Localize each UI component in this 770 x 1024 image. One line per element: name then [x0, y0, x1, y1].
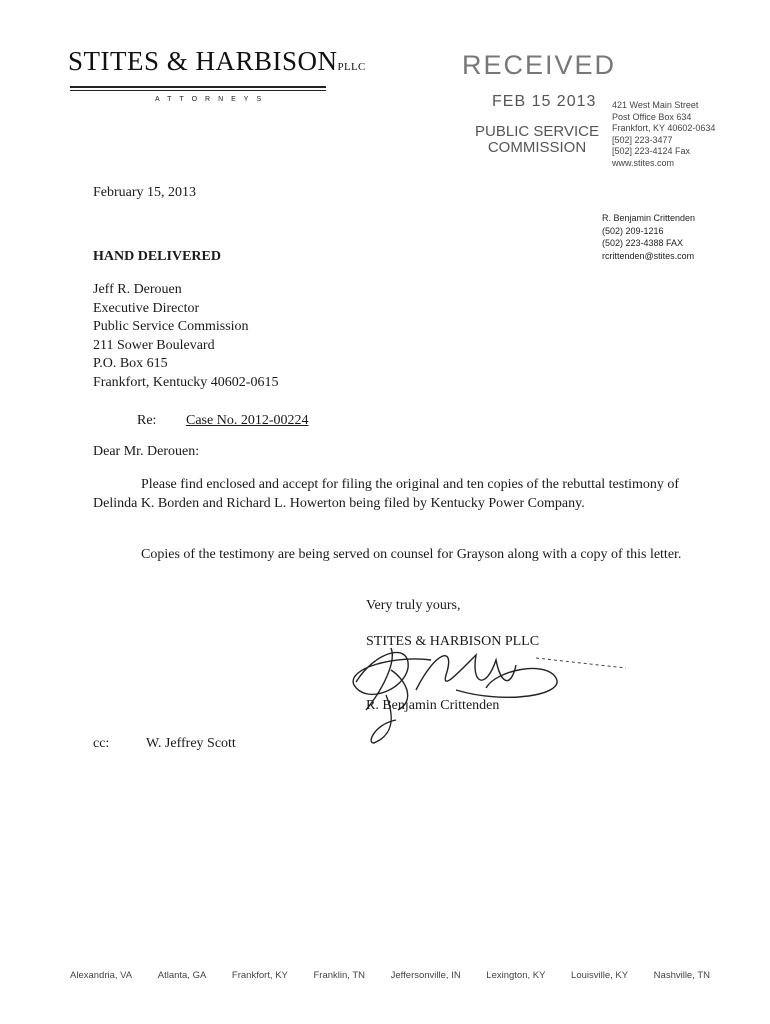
recipient-line: P.O. Box 615 [93, 356, 168, 371]
author-contact [602, 212, 695, 262]
cc-name: W. Jeffrey Scott [146, 736, 236, 751]
firm-logo [68, 46, 366, 77]
footer-offices [70, 970, 710, 981]
contact-line: (502) 223-4388 FAX [602, 238, 684, 248]
salutation: Dear Mr. Derouen: [93, 444, 200, 459]
handwritten-signature [336, 630, 636, 755]
letterhead-rule-thin [70, 90, 326, 91]
received-agency [462, 124, 612, 156]
contact-line: R. Benjamin Crittenden [602, 213, 696, 223]
signature-firm: STITES & HARBISON PLLC [366, 634, 540, 649]
recipient-line: Public Service Commission [93, 319, 249, 334]
office-line: 421 West Main Street [612, 100, 699, 110]
office-line: [502] 223-3477 [612, 134, 673, 145]
letterhead-rule [70, 86, 326, 88]
recipient-line: Frankfort, Kentucky 40602-0615 [93, 374, 279, 390]
agency-line-1: PUBLIC SERVICE [475, 123, 599, 140]
footer-office: Lexington, KY [486, 970, 546, 981]
footer-office: Nashville, TN [653, 970, 710, 981]
office-line: www.stites.com [612, 157, 675, 168]
body-paragraph: Please find enclosed and accept for filing the original and ten copies of the rebuttal testimony of Delinda K. Borden and Richard L. Howerton being filed by Kentucky Power Company. [93, 477, 680, 511]
recipient-address [93, 281, 278, 392]
recipient-line: Jeff R. Derouen [93, 282, 182, 297]
footer-office: Jeffersonville, IN [390, 970, 461, 981]
received-date: FEB 15 2013 [492, 93, 597, 110]
office-address [612, 100, 715, 170]
re-label: Re: [137, 413, 157, 428]
footer-office: Franklin, TN [313, 970, 366, 981]
office-line: Frankfort, KY 40602-0634 [612, 123, 716, 134]
body-paragraph: Copies of the testimony are being served on counsel for Grayson along with a copy of this letter. [141, 547, 682, 562]
signer-name: R. Benjamin Crittenden [366, 698, 500, 713]
attorneys-label: ATTORNEYS [155, 96, 270, 103]
closing: Very truly yours, [366, 598, 461, 613]
recipient-line: 211 Sower Boulevard [93, 337, 215, 353]
cc-label: cc: [93, 736, 110, 751]
footer-office: Louisville, KY [571, 970, 629, 981]
agency-line-2: COMMISSION [487, 139, 587, 156]
footer-office: Atlanta, GA [157, 970, 207, 981]
firm-name: STITES & HARBISON [68, 46, 338, 76]
letter-date: February 15, 2013 [93, 185, 197, 200]
office-line: Post Office Box 634 [612, 111, 692, 122]
office-line: [502] 223-4124 Fax [612, 146, 691, 157]
recipient-line: Executive Director [93, 300, 200, 316]
footer-office: Alexandria, VA [70, 970, 133, 981]
contact-line: rcrittenden@stites.com [602, 250, 695, 261]
received-stamp: RECEIVED [462, 50, 617, 80]
delivery-method: HAND DELIVERED [93, 249, 221, 264]
case-number: Case No. 2012-00224 [186, 413, 309, 428]
firm-suffix: PLLC [337, 61, 366, 73]
contact-line: (502) 209-1216 [602, 225, 664, 236]
footer-office: Frankfort, KY [231, 970, 288, 981]
